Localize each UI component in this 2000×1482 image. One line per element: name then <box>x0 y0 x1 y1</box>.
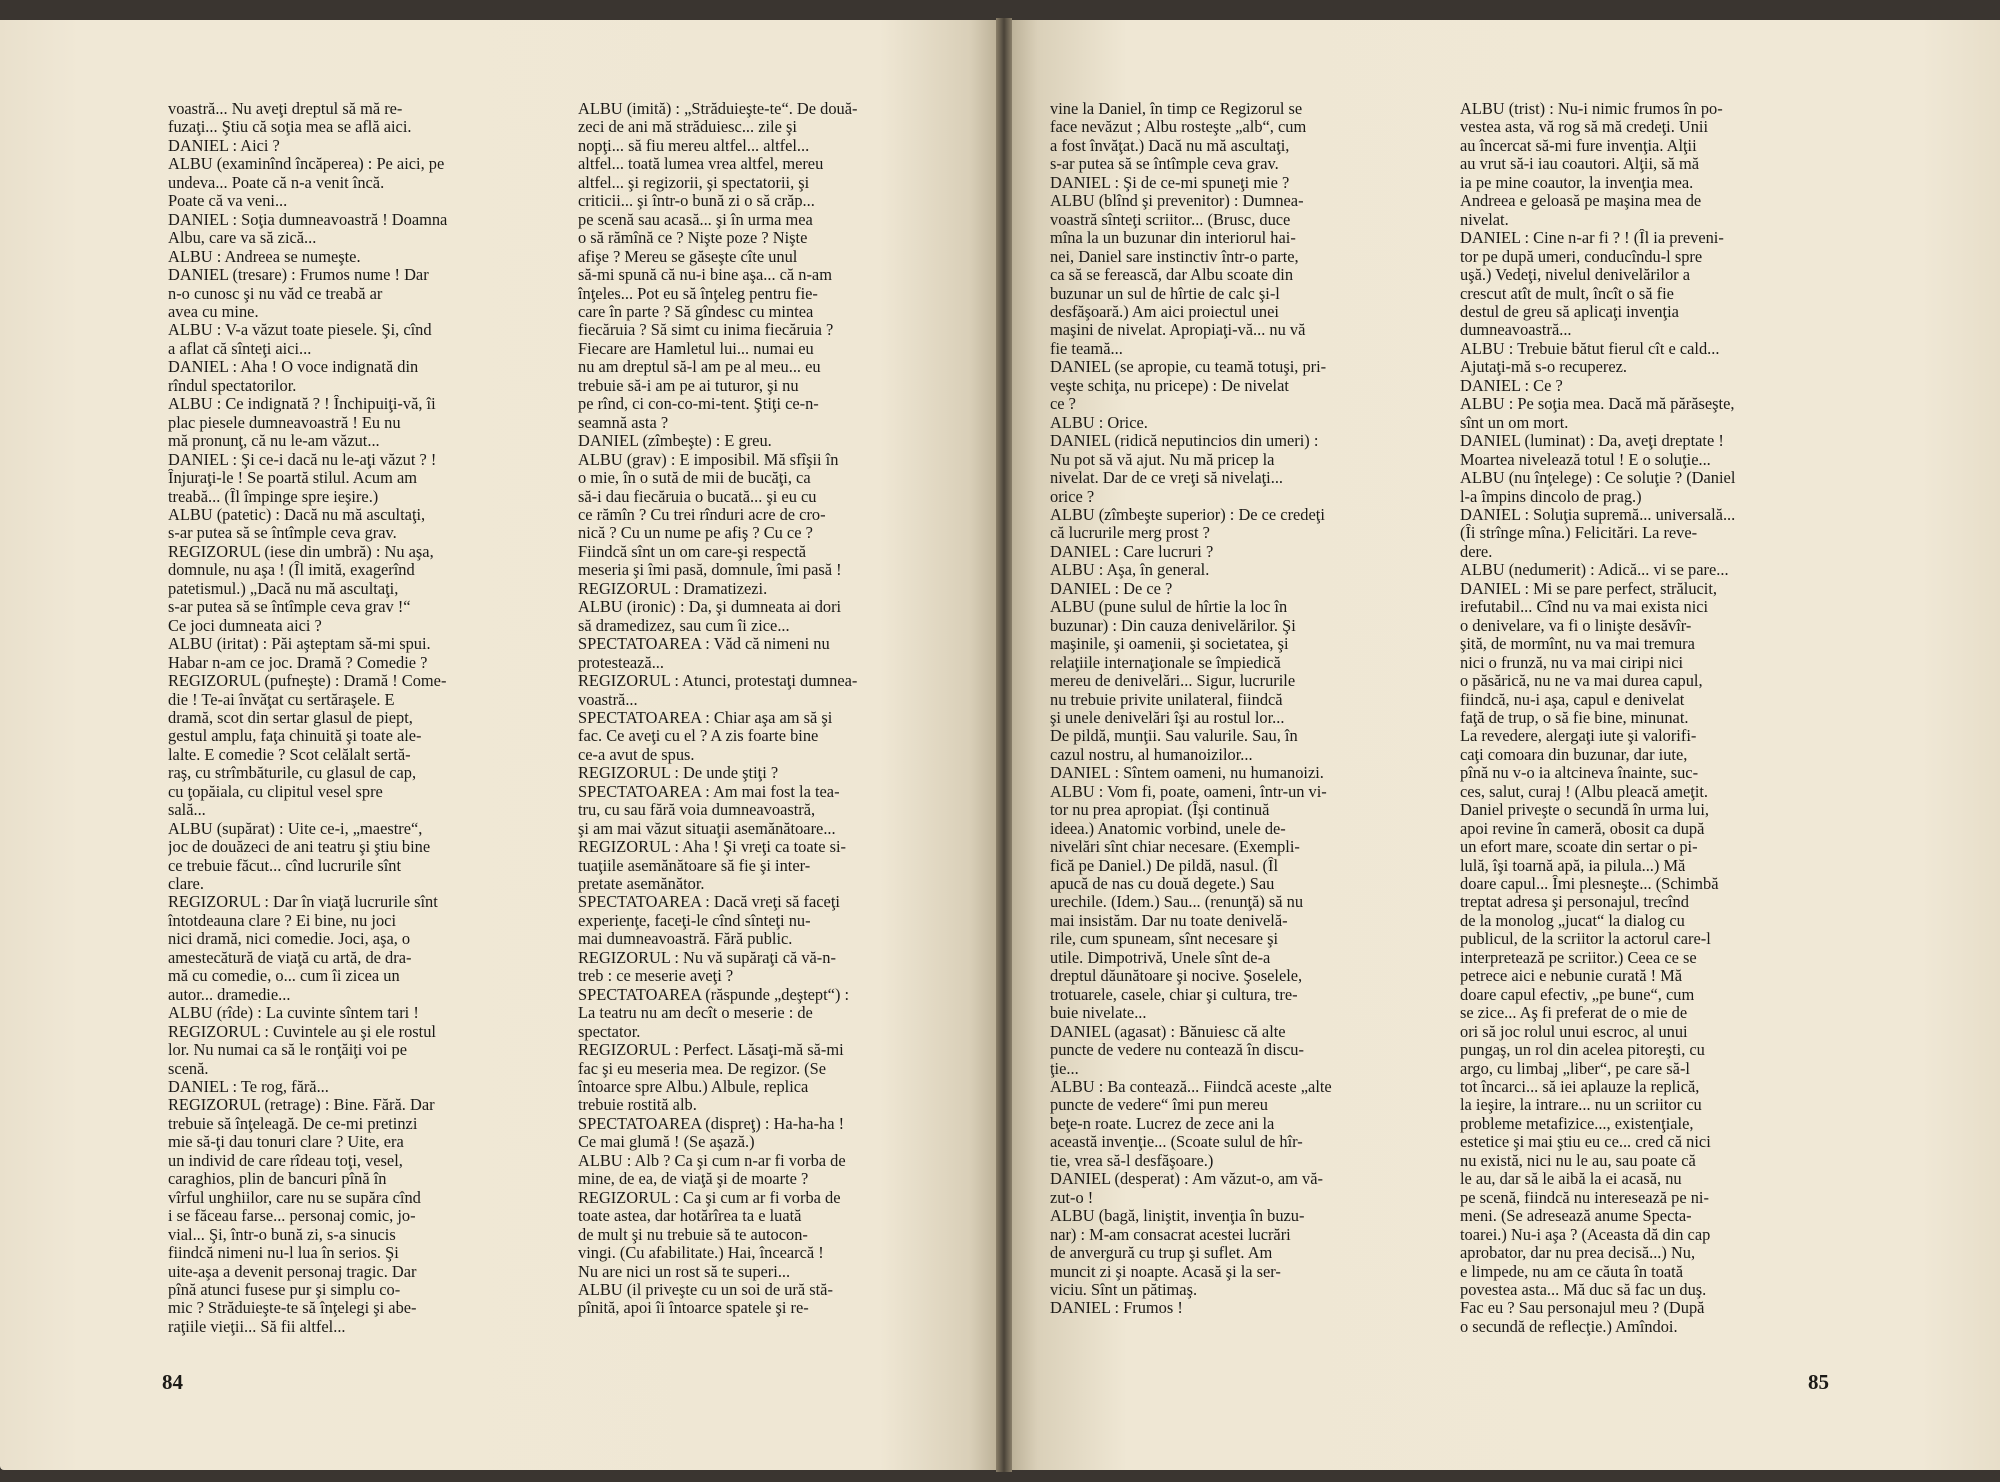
left-page-column-1 <box>168 100 556 1336</box>
text-line: DANIEL : Frumos ! <box>1050 1299 1183 1318</box>
text-line: DANIEL (luminat) : Da, aveţi dreptate ! <box>1460 432 1724 451</box>
text-line: REGIZORUL : Ca şi cum ar fi vorba de <box>578 1188 841 1207</box>
text-line: SPECTATOAREA : Văd că nimeni nu <box>578 635 830 654</box>
text-line: Înjuraţi-le ! Se poartă stilul. Acum am <box>168 469 417 488</box>
text-line: De pildă, munţii. Sau valurile. Sau, în <box>1050 727 1298 746</box>
text-line: REGIZORUL : Dramatizezi. <box>578 579 768 598</box>
text-line: meseria şi îmi pasă, domnule, îmi pasă ! <box>578 561 842 580</box>
text-line: DANIEL (agasat) : Bănuiesc că alte <box>1050 1022 1286 1041</box>
text-line: ţie... <box>1050 1059 1079 1078</box>
right-page-column-1 <box>1050 100 1432 1318</box>
text-line: înţeles... Pot eu să înţeleg pentru fie- <box>578 284 818 303</box>
text-line: tie, vrea să-l desfăşoare.) <box>1050 1151 1214 1170</box>
text-line: o secundă de reflecţie.) Amîndoi. <box>1460 1317 1678 1336</box>
text-line: fie teamă... <box>1050 339 1123 358</box>
text-line: face nevăzut ; Albu rosteşte „alb“, cum <box>1050 118 1307 137</box>
text-line: REGIZORUL (retrage) : Bine. Fără. Dar <box>168 1096 435 1115</box>
text-line: vingi. (Cu afabilitate.) Hai, încearcă ! <box>578 1244 824 1263</box>
text-line: DANIEL : Aha ! O voce indignată din <box>168 358 419 377</box>
text-line: această invenţie... (Scoate sulul de hîr- <box>1050 1133 1303 1152</box>
text-line: REGIZORUL : Atunci, protestaţi dumnea- <box>578 672 858 691</box>
text-line: Andreea e geloasă pe maşina mea de <box>1460 192 1702 211</box>
text-line: seamnă asta ? <box>578 413 669 432</box>
right-page-column-2 <box>1460 100 1840 1336</box>
text-line: petrece aici e nebunie curată ! Mă <box>1460 967 1683 986</box>
text-line: caţi comoara din buzunar, dar iute, <box>1460 745 1688 764</box>
text-line: buie nivelate... <box>1050 1004 1147 1023</box>
text-line: argo, cu limbaj „liber“, pe care să-l <box>1460 1059 1690 1078</box>
text-line: mai insistăm. Dar nu toate denivelă- <box>1050 911 1288 930</box>
text-line: sală... <box>168 801 206 820</box>
text-line: patetismul.) „Dacă nu mă ascultaţi, <box>168 579 399 598</box>
text-line: l-a împins dincolo de prag.) <box>1460 487 1642 506</box>
text-line: n-o cunosc şi nu văd ce treabă ar <box>168 284 383 303</box>
text-line: ALBU (ironic) : Da, şi dumneata ai dori <box>578 598 842 617</box>
text-line: uite-aşa a devenit personaj tragic. Dar <box>168 1262 417 1281</box>
text-line: nivelat. Dar de ce vreţi să nivelaţi... <box>1050 469 1284 488</box>
text-line: Habar n-am ce joc. Dramă ? Comedie ? <box>168 653 428 672</box>
text-line: o păsărică, nu ne va mai durea capul, <box>1460 672 1703 691</box>
text-line: aprobator, dar nu prea decisă...) Nu, <box>1460 1244 1696 1263</box>
text-line: DANIEL : Cine n-ar fi ? ! (Îl ia preveni- <box>1460 229 1724 248</box>
text-line: dreptul dăunătoare şi nocive. Şoselele, <box>1050 967 1303 986</box>
text-line: o denivelare, va fi o linişte desăvîr- <box>1460 616 1692 635</box>
text-line: buzunar un sul de hîrtie de calc şi-l <box>1050 284 1280 303</box>
text-line: mîna la un buzunar din interiorul hai- <box>1050 229 1296 248</box>
text-line: pretate asemănător. <box>578 875 705 894</box>
text-line: spectator. <box>578 1022 641 1041</box>
text-line: REGIZORUL : De unde ştiţi ? <box>578 764 779 783</box>
text-line: vial... Şi, într-o bună zi, s-a sinucis <box>168 1225 396 1244</box>
text-line: şi am mai văzut situaţii asemănătoare... <box>578 819 836 838</box>
text-line: treabă... (Îl împinge spre ieşire.) <box>168 487 379 506</box>
text-line: crescut atît de mult, încît o să fie <box>1460 284 1674 303</box>
text-line: să dramedizez, sau cum îi zice... <box>578 616 790 635</box>
text-line: DANIEL : Sîntem oameni, nu humanoizi. <box>1050 764 1324 783</box>
text-line: raţiile vieţii... Să fii altfel... <box>168 1317 346 1336</box>
text-line: buzunar) : Din cauza denivelărilor. Şi <box>1050 616 1296 635</box>
text-line: DANIEL : Şi de ce-mi spuneţi mie ? <box>1050 173 1290 192</box>
text-line: REGIZORUL : Aha ! Şi vreţi ca toate si- <box>578 838 846 857</box>
text-line: pe scenă sau acasă... şi în urma mea <box>578 210 813 229</box>
text-line: Fac eu ? Sau personajul meu ? (După <box>1460 1299 1705 1318</box>
text-line: lor. Nu numai ca să le ronţăiţi voi pe <box>168 1041 407 1060</box>
text-line: să-i dau fiecăruia o bucată... şi eu cu <box>578 487 817 506</box>
text-line: altfel... şi regizorii, şi spectatorii, şi <box>578 173 810 192</box>
text-line: ce trebuie făcut... cînd lucrurile sînt <box>168 856 402 875</box>
text-line: ALBU : Pe soţia mea. Dacă mă părăseşte, <box>1460 395 1735 414</box>
text-line: ALBU : Alb ? Ca şi cum n-ar fi vorba de <box>578 1151 846 1170</box>
text-line: un efort mare, scoate din sertar o pi- <box>1460 838 1698 857</box>
text-line: raş, cu strîmbăturile, cu glasul de cap, <box>168 764 417 783</box>
page-number-left: 84 <box>162 1370 183 1394</box>
text-line: utile. Dimpotrivă, Unele sînt de-a <box>1050 948 1271 967</box>
text-line: voastră... <box>578 690 638 709</box>
text-line: SPECTATOAREA (dispreţ) : Ha-ha-ha ! <box>578 1114 845 1133</box>
text-line: fiindcă nimeni nu-l lua în serios. Şi <box>168 1244 399 1263</box>
text-line: SPECTATOAREA (răspunde „deştept“) : <box>578 985 850 1004</box>
text-line: ALBU : Orice. <box>1050 413 1148 432</box>
text-line: DANIEL : Te rog, fără... <box>168 1078 329 1097</box>
text-line: Daniel priveşte o secundă în urma lui, <box>1460 801 1709 820</box>
text-line: ALBU (examinînd încăperea) : Pe aici, pe <box>168 155 445 174</box>
text-line: ALBU : Andreea se numeşte. <box>168 247 361 266</box>
left-page-column-2 <box>578 100 960 1318</box>
text-line: le au, dar să le aibă la ei acasă, nu <box>1460 1170 1682 1189</box>
text-line: REGIZORUL (iese din umbră) : Nu aşa, <box>168 542 434 561</box>
text-line: DANIEL : Mi se pare perfect, strălucit, <box>1460 579 1717 598</box>
text-line: tor pe după umeri, conducîndu-l spre <box>1460 247 1703 266</box>
text-line: SPECTATOAREA : Dacă vreţi să faceţi <box>578 893 840 912</box>
text-line: fuzaţi... Ştiu că soţia mea se află aici. <box>168 118 412 137</box>
text-line: ALBU (rîde) : La cuvinte sîntem tari ! <box>168 1004 419 1023</box>
text-line: întoarce spre Albu.) Albule, replica <box>578 1078 809 1097</box>
text-line: ALBU (patetic) : Dacă nu mă ascultaţi, <box>168 505 426 524</box>
text-line: mai dumneavoastră. Fără public. <box>578 930 793 949</box>
text-line: ALBU (il priveşte cu un soi de ură stă- <box>578 1281 833 1299</box>
text-line: voastră... Nu aveţi dreptul să mă re- <box>168 100 403 118</box>
text-line: Ce mai glumă ! (Se aşază.) <box>578 1133 755 1152</box>
text-line: ca să se ferească, dar Albu scoate din <box>1050 266 1294 285</box>
text-line: pungaş, un rol din acelea pitoreşti, cu <box>1460 1041 1705 1060</box>
text-line: veşte schiţa, nu pricepe) : De nivelat <box>1050 376 1289 395</box>
text-line: gestul amplu, faţa chinuită şi toate ale- <box>168 727 422 746</box>
text-line: trebuie să-i am pe ai tuturor, şi nu <box>578 376 799 395</box>
text-line: REGIZORUL (pufneşte) : Dramă ! Come- <box>168 672 447 691</box>
text-line: caraghios, plin de bancuri pînă în <box>168 1170 387 1189</box>
text-line: întotdeauna clare ? Ei bine, nu joci <box>168 911 397 930</box>
text-line: Albu, care va să zică... <box>168 229 317 248</box>
text-line: trebuie rostită alb. <box>578 1096 697 1115</box>
text-line: nici o frunză, nu va mai ciripi nici <box>1460 653 1684 672</box>
text-line: Fiindcă sînt un om care-şi respectă <box>578 542 807 561</box>
text-line: cazul nostru, al humanoizilor... <box>1050 745 1253 764</box>
text-line: e limpede, nu am ce căuta în toată <box>1460 1262 1683 1281</box>
text-line: nu trebuie privite unilateral, fiindcă <box>1050 690 1283 709</box>
text-line: de mult şi nu trebuie să te autocon- <box>578 1225 808 1244</box>
text-line: fiindcă, nu-i aşa, capul e denivelat <box>1460 690 1685 709</box>
text-line: die ! Te-ai învăţat cu sertăraşele. E <box>168 690 395 709</box>
text-line: nivelări sînt chiar necesare. (Exempli- <box>1050 838 1300 857</box>
text-line: nopţi... să fiu mereu altfel... altfel... <box>578 136 810 155</box>
text-line: că lucrurile merg prost ? <box>1050 524 1210 543</box>
text-line: doare capul efectiv, „pe bune“, cum <box>1460 985 1695 1004</box>
text-line: ALBU (grav) : E imposibil. Mă sfîşii în <box>578 450 839 469</box>
text-line: nei, Daniel sare instinctiv într-o parte, <box>1050 247 1299 266</box>
text-line: dere. <box>1460 542 1493 561</box>
text-line: domnule, nu aşa ! (Îl imită, exagerînd <box>168 561 415 580</box>
text-line: puncte de vedere“ îmi pun mereu <box>1050 1096 1268 1115</box>
text-line: a aflat că sînteţi aici... <box>168 339 312 358</box>
text-line: uşă.) Vedeţi, nivelul denivelărilor a <box>1460 266 1691 285</box>
text-line: apucă de nas cu două degete.) Sau <box>1050 875 1275 894</box>
text-line: trebuie să înţeleagă. De ce-mi pretinzi <box>168 1114 418 1133</box>
text-line: ALBU (zîmbeşte superior) : De ce credeţi <box>1050 505 1325 524</box>
text-line: La revedere, alergaţi iute şi valorifi- <box>1460 727 1697 746</box>
text-line: ALBU (blînd şi prevenitor) : Dumnea- <box>1050 192 1304 211</box>
text-line: Ajutaţi-mă s-o recuperez. <box>1460 358 1628 377</box>
text-line: sînt un om mort. <box>1460 413 1569 432</box>
text-line: (Îi strînge mîna.) Felicitări. La reve- <box>1460 524 1698 543</box>
text-line: DANIEL : De ce ? <box>1050 579 1173 598</box>
text-line: dramă, scot din sertar glasul de piept, <box>168 708 413 727</box>
text-line: de anvergură cu trup şi suflet. Am <box>1050 1244 1273 1263</box>
text-line: relaţiile internaţionale se împiedică <box>1050 653 1281 672</box>
page-number-right: 85 <box>1808 1370 1829 1394</box>
text-line: Ce joci dumneata aici ? <box>168 616 322 635</box>
text-line: desfăşoară.) Am aici proiectul unei <box>1050 302 1279 321</box>
text-line: DANIEL : Aici ? <box>168 136 280 155</box>
text-line: mă pronunţ, că nu le-am văzut... <box>168 432 380 451</box>
text-line: lulă, îşi toarnă apă, ia pilula...) Mă <box>1460 856 1686 875</box>
text-line: mie să-ţi dau tonuri clare ? Uite, era <box>168 1133 404 1152</box>
text-line: mine, de ea, de viaţă şi de moarte ? <box>578 1170 809 1189</box>
text-line: nar) : M-am consacrat acestei lucrări <box>1050 1225 1291 1244</box>
text-line: o să rămînă ce ? Nişte poze ? Nişte <box>578 229 808 248</box>
text-line: i se făceau farse... personaj comic, jo- <box>168 1207 416 1226</box>
text-line: au încercat să-mi fure invenţia. Alţii <box>1460 136 1697 155</box>
text-line: treb : ce meserie aveţi ? <box>578 967 734 986</box>
text-line: ce ? <box>1050 395 1076 414</box>
text-line: ALBU : Vom fi, poate, oameni, într-un vi- <box>1050 782 1327 801</box>
text-line: fac. Ce aveţi cu el ? A zis foarte bine <box>578 727 819 746</box>
text-line: zeci de ani mă străduiesc... zile şi <box>578 118 797 137</box>
text-line: se zice... Aş fi preferat de o mie de <box>1460 1004 1688 1023</box>
text-line: SPECTATOAREA : Am mai fost la tea- <box>578 782 840 801</box>
book-gutter <box>996 18 1012 1472</box>
text-line: afişe ? Mereu se găseşte cîte unul <box>578 247 798 266</box>
text-line: nici dramă, nici comedie. Joci, aşa, o <box>168 930 411 949</box>
text-line: mereu de denivelări... Sigur, lucrurile <box>1050 672 1296 691</box>
text-line: povestea asta... Mă duc să fac un duş. <box>1460 1281 1707 1299</box>
text-line: orice ? <box>1050 487 1095 506</box>
text-line: faţă de trup, o să fie bine, minunat. <box>1460 708 1689 727</box>
text-line: fac şi eu meseria mea. De regizor. (Se <box>578 1059 827 1078</box>
text-line: urechile. (Idem.) Sau... (renunţă) să nu <box>1050 893 1304 912</box>
text-line: nu există, nici nu le au, sau poate că <box>1460 1151 1696 1170</box>
text-line: fiecăruia ? Să simt cu inima fiecăruia ? <box>578 321 834 340</box>
text-line: DANIEL : Care lucruri ? <box>1050 542 1214 561</box>
text-line: s-ar putea să se întîmple ceva grav. <box>168 524 397 543</box>
text-line: ce-a avut de spus. <box>578 745 695 764</box>
text-line: rîndul spectatorilor. <box>168 376 297 395</box>
text-line: amestecătură de viaţă cu artă, de dra- <box>168 948 412 967</box>
text-line: şită, de mormînt, nu va mai tremura <box>1460 635 1695 654</box>
text-line: au vrut să-i iau coautori. Alţii, să mă <box>1460 155 1699 174</box>
text-line: nivelat. <box>1460 210 1509 229</box>
text-line: vestea asta, vă rog să mă credeţi. Unii <box>1460 118 1709 137</box>
text-line: Poate că va veni... <box>168 192 288 211</box>
text-line: ALBU (iritat) : Păi aşteptam să-mi spui. <box>168 635 431 654</box>
text-line: tru, cu sau fără voia dumneavoastră, <box>578 801 816 820</box>
text-line: SPECTATOAREA : Chiar aşa am să şi <box>578 708 833 727</box>
text-line: altfel... toată lumea vrea altfel, mereu <box>578 155 824 174</box>
text-line: un individ de care rîdeau toţi, vesel, <box>168 1151 403 1170</box>
text-line: ALBU (nedumerit) : Adică... vi se pare... <box>1460 561 1729 580</box>
text-line: ALBU (trist) : Nu-i nimic frumos în po- <box>1460 100 1723 118</box>
text-line: rile, cum spuneam, sînt necesare şi <box>1050 930 1279 949</box>
text-line: estetice şi mai ştiu eu ce... cred că nici <box>1460 1133 1711 1152</box>
text-line: ALBU : Aşa, în general. <box>1050 561 1210 580</box>
text-line: clare. <box>168 875 204 894</box>
text-line: DANIEL (zîmbeşte) : E greu. <box>578 432 772 451</box>
text-line: ce rămîn ? Cu trei rînduri acre de cro- <box>578 505 826 524</box>
text-line: mă cu comedie, o... cum îi zicea un <box>168 967 400 986</box>
text-line: DANIEL (tresare) : Frumos nume ! Dar <box>168 266 429 285</box>
text-line: REGIZORUL : Dar în viaţă lucrurile sînt <box>168 893 438 912</box>
text-line: meni. (Se adresează anume Specta- <box>1460 1207 1692 1226</box>
text-line: publicul, de la scriitor la actorul care-l <box>1460 930 1711 949</box>
text-line: REGIZORUL : Perfect. Lăsaţi-mă să-mi <box>578 1041 844 1060</box>
text-line: mic ? Străduieşte-te să înţelegi şi abe- <box>168 1299 417 1318</box>
text-line: La teatru nu am decît o meserie : de <box>578 1004 813 1023</box>
text-line: plac piesele dumneavoastră ! Eu nu <box>168 413 401 432</box>
text-line: Moartea nivelează totul ! E o soluţie... <box>1460 450 1711 469</box>
text-line: ALBU (nu înţelege) : Ce soluţie ? (Daniel <box>1460 469 1736 488</box>
text-line: şi unele denivelări îşi au rostul lor... <box>1050 708 1285 727</box>
text-line: DANIEL (ridică neputincios din umeri) : <box>1050 432 1319 451</box>
text-line: joc de douăzeci de ani teatru şi ştiu bine <box>168 838 431 857</box>
text-line: undeva... Poate că n-a venit încă. <box>168 173 385 192</box>
text-line: probleme metafizice..., existenţiale, <box>1460 1114 1694 1133</box>
text-line: toate astea, dar hotărîrea ta e luată <box>578 1207 802 1226</box>
text-line: pînă atunci fusese pur şi simplu co- <box>168 1281 401 1299</box>
text-line: autor... dramedie... <box>168 985 291 1004</box>
text-line: maşinile, şi oamenii, şi societatea, şi <box>1050 635 1289 654</box>
text-line: lalte. E comedie ? Scot celălalt sertă- <box>168 745 411 764</box>
text-line: nică ? Cu un nume pe afiş ? Cu ce ? <box>578 524 813 543</box>
text-line: maşini de nivelat. Apropiaţi-vă... nu vă <box>1050 321 1306 340</box>
text-line: DANIEL (se apropie, cu teamă totuşi, pri- <box>1050 358 1327 377</box>
text-line: ideea.) Anatomic vorbind, unele de- <box>1050 819 1286 838</box>
text-line: DANIEL : Soluţia supremă... universală... <box>1460 505 1736 524</box>
text-line: ALBU : Trebuie bătut fierul cît e cald... <box>1460 339 1720 358</box>
text-line: DANIEL (desperat) : Am văzut-o, am vă- <box>1050 1170 1323 1189</box>
text-line: să-mi spună că nu-i bine aşa... că n-am <box>578 266 832 285</box>
text-line: ori să joc rolul unui escroc, al unui <box>1460 1022 1688 1041</box>
text-line: voastră sînteţi scriitor... (Brusc, duce <box>1050 210 1291 229</box>
text-line: zut-o ! <box>1050 1188 1094 1207</box>
text-line: DANIEL : Soţia dumneavoastră ! Doamna <box>168 210 448 229</box>
text-line: doare capul... Îmi plesneşte... (Schimbă <box>1460 875 1719 894</box>
text-line: destul de greu să aplicaţi invenţia <box>1460 302 1679 321</box>
text-line: interpretează pe scriitor.) Ceea ce se <box>1460 948 1697 967</box>
text-line: la ieşire, la intrare... nu un scriitor cu <box>1460 1096 1702 1115</box>
text-line: tot încarci... să iei aplauze la replică, <box>1460 1078 1700 1097</box>
text-line: pînită, apoi îi întoarce spatele şi re- <box>578 1299 809 1318</box>
text-line: ALBU : Ce indignată ? ! Închipuiţi-vă, îi <box>168 395 436 414</box>
text-line: scenă. <box>168 1059 209 1078</box>
text-line: DANIEL : Ce ? <box>1460 376 1563 395</box>
text-line: o mie, în o sută de mii de bucăţi, ca <box>578 469 811 488</box>
text-line: treptat adresa şi personajul, trecînd <box>1460 893 1689 912</box>
text-line: Nu pot să vă ajut. Nu mă pricep la <box>1050 450 1275 469</box>
text-line: apoi revine în cameră, obosit ca după <box>1460 819 1705 838</box>
text-line: REGIZORUL : Nu vă supăraţi că vă-n- <box>578 948 836 967</box>
text-line: de la monolog „jucat“ la dialog cu <box>1460 911 1685 930</box>
text-line: ia pe mine coautor, la invenţia mea. <box>1460 173 1694 192</box>
text-line: care în parte ? Să gîndesc cu mintea <box>578 302 814 321</box>
text-line: viciu. Sînt un pătimaş. <box>1050 1281 1198 1299</box>
text-line: ALBU (supărat) : Uite ce-i, „maestre“, <box>168 819 423 838</box>
text-line: pe scenă, fiindcă nu interesează pe ni- <box>1460 1188 1709 1207</box>
text-line: criticii... şi într-o bună zi o să crăp... <box>578 192 815 211</box>
text-line: experienţe, faceţi-le cînd sînteţi nu- <box>578 911 811 930</box>
text-line: pînă nu v-o ia altcineva înainte, suc- <box>1460 764 1699 783</box>
text-line: ALBU (bagă, liniştit, invenţia în buzu- <box>1050 1207 1305 1226</box>
text-line: trotuarele, casele, chiar şi cultura, tre- <box>1050 985 1298 1004</box>
text-line: muncit zi şi noapte. Acasă şi la ser- <box>1050 1262 1281 1281</box>
text-line: puncte de vedere nu contează în discu- <box>1050 1041 1304 1060</box>
text-line: nu am dreptul să-l am pe al meu... eu <box>578 358 821 377</box>
text-line: vîrful unghiilor, care nu se supăra cînd <box>168 1188 421 1207</box>
text-line: tuaţiile asemănătoare să fie şi inter- <box>578 856 811 875</box>
text-line: toarei.) Nu-i aşa ? (Aceasta dă din cap <box>1460 1225 1711 1244</box>
text-line: fică pe Daniel.) De pildă, nasul. (Îl <box>1050 856 1279 875</box>
text-line: REGIZORUL : Cuvintele au şi ele rostul <box>168 1022 436 1041</box>
text-line: beţe-n roate. Lucrez de zece ani la <box>1050 1114 1275 1133</box>
text-line: s-ar putea să se întîmple ceva grav !“ <box>168 598 411 617</box>
text-line: dumneavoastră... <box>1460 321 1572 340</box>
text-line: ALBU (pune sulul de hîrtie la loc în <box>1050 598 1288 617</box>
text-line: protestează... <box>578 653 665 672</box>
text-line: Nu are nici un rost să te superi... <box>578 1262 791 1281</box>
text-line: a fost învăţat.) Dacă nu mă ascultaţi, <box>1050 136 1290 155</box>
text-line: ALBU : Ba contează... Fiindcă aceste „alte <box>1050 1078 1332 1097</box>
text-line: cu ţopăiala, cu clipitul vesel spre <box>168 782 383 801</box>
text-line: ALBU (imită) : „Străduieşte-te“. De două- <box>578 100 858 118</box>
text-line: Fiecare are Hamletul lui... numai eu <box>578 339 814 358</box>
text-line: pe rînd, ci con-co-mi-tent. Ştiţi ce-n- <box>578 395 819 414</box>
text-line: tor nu prea apropiat. (Îşi continuă <box>1050 801 1270 820</box>
text-line: ALBU : V-a văzut toate piesele. Şi, cînd <box>168 321 432 340</box>
text-line: avea cu mine. <box>168 302 259 321</box>
text-line: DANIEL : Şi ce-i dacă nu le-aţi văzut ? ! <box>168 450 437 469</box>
text-line: ces, salut, curaj ! (Albu pleacă ameţit. <box>1460 782 1709 801</box>
text-line: s-ar putea să se întîmple ceva grav. <box>1050 155 1279 174</box>
text-line: irefutabil... Cînd nu va mai exista nici <box>1460 598 1709 617</box>
text-line: vine la Daniel, în timp ce Regizorul se <box>1050 100 1303 118</box>
